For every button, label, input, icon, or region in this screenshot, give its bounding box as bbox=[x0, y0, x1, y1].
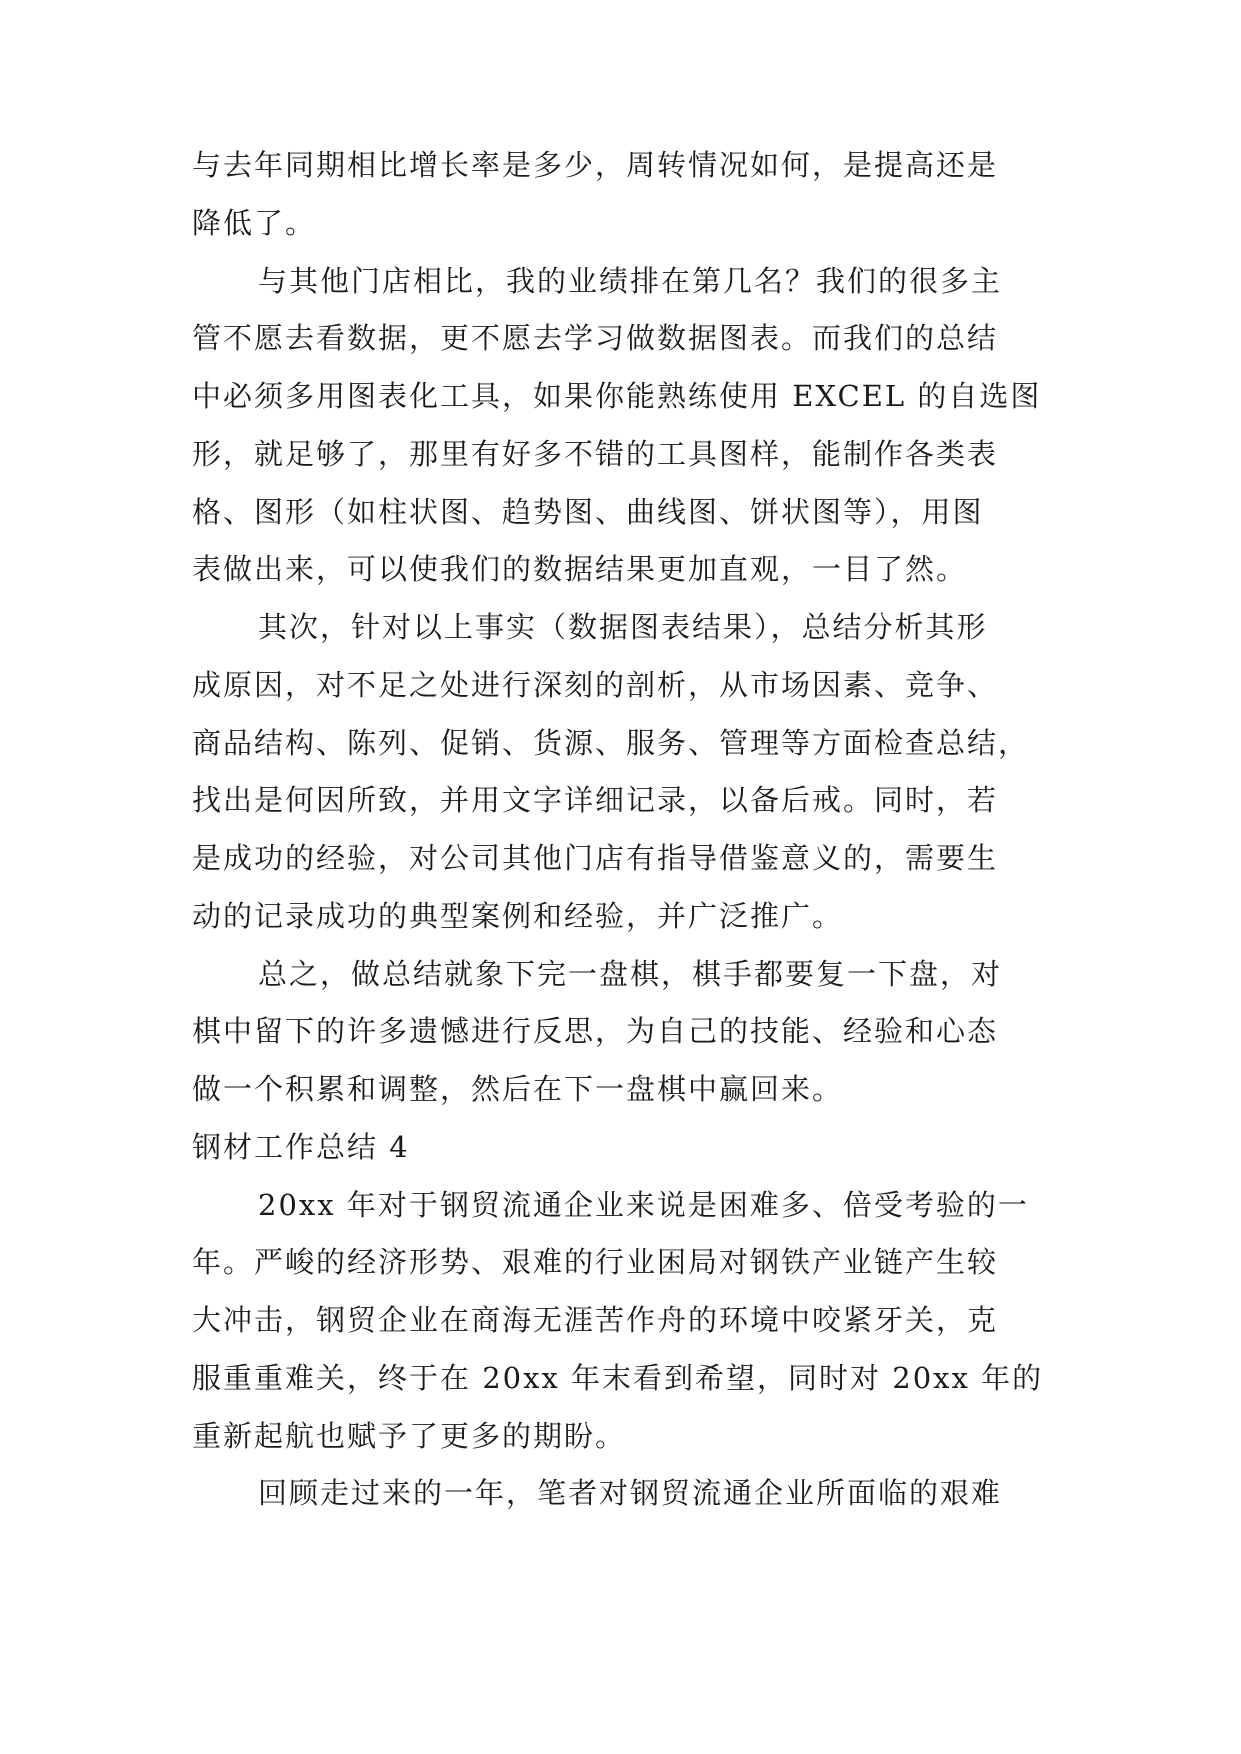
text-line: 动的记录成功的典型案例和经验，并广泛推广。 bbox=[192, 899, 844, 933]
text-line: 成原因，对不足之处进行深刻的剖析，从市场因素、竞争、 bbox=[192, 668, 999, 702]
text-line: 找出是何因所致，并用文字详细记录，以备后戒。同时，若 bbox=[192, 783, 999, 817]
text-line: 重新起航也赋予了更多的期盼。 bbox=[192, 1419, 627, 1453]
text-line: 年。严峻的经济形势、艰难的行业困局对钢铁产业链产生较 bbox=[192, 1245, 999, 1279]
text-line: 管不愿去看数据，更不愿去学习做数据图表。而我们的总结 bbox=[192, 321, 999, 355]
text-line: 格、图形（如柱状图、趋势图、曲线图、饼状图等），用图 bbox=[192, 495, 984, 529]
text-line: 做一个积累和调整，然后在下一盘棋中赢回来。 bbox=[192, 1072, 844, 1106]
text-line: 降低了。 bbox=[192, 206, 317, 240]
text-line: 是成功的经验，对公司其他门店有指导借鉴意义的，需要生 bbox=[192, 841, 999, 875]
section-heading: 钢材工作总结 4 bbox=[192, 1130, 410, 1164]
text-line: 棋中留下的许多遗憾进行反思，为自己的技能、经验和心态 bbox=[192, 1014, 999, 1048]
text-line: 中必须多用图表化工具，如果你能熟练使用 EXCEL 的自选图 bbox=[192, 379, 1042, 413]
text-line: 商品结构、陈列、促销、货源、服务、管理等方面检查总结， bbox=[192, 726, 1030, 760]
text-line: 20xx 年对于钢贸流通企业来说是困难多、倍受考验的一 bbox=[258, 1188, 1029, 1222]
text-line: 回顾走过来的一年，笔者对钢贸流通企业所面临的艰难 bbox=[258, 1476, 1003, 1510]
text-line: 其次，针对以上事实（数据图表结果），总结分析其形 bbox=[258, 610, 988, 644]
text-line: 形，就足够了，那里有好多不错的工具图样，能制作各类表 bbox=[192, 437, 999, 471]
text-line: 表做出来，可以使我们的数据结果更加直观，一目了然。 bbox=[192, 552, 968, 586]
text-line: 与去年同期相比增长率是多少，周转情况如何，是提高还是 bbox=[192, 148, 999, 182]
text-line: 总之，做总结就象下完一盘棋，棋手都要复一下盘，对 bbox=[258, 957, 1003, 991]
text-line: 与其他门店相比，我的业绩排在第几名？我们的很多主 bbox=[258, 264, 1003, 298]
text-line: 服重重难关，终于在 20xx 年末看到希望，同时对 20xx 年的 bbox=[192, 1361, 1044, 1395]
text-line: 大冲击，钢贸企业在商海无涯苦作舟的环境中咬紧牙关，克 bbox=[192, 1303, 999, 1337]
